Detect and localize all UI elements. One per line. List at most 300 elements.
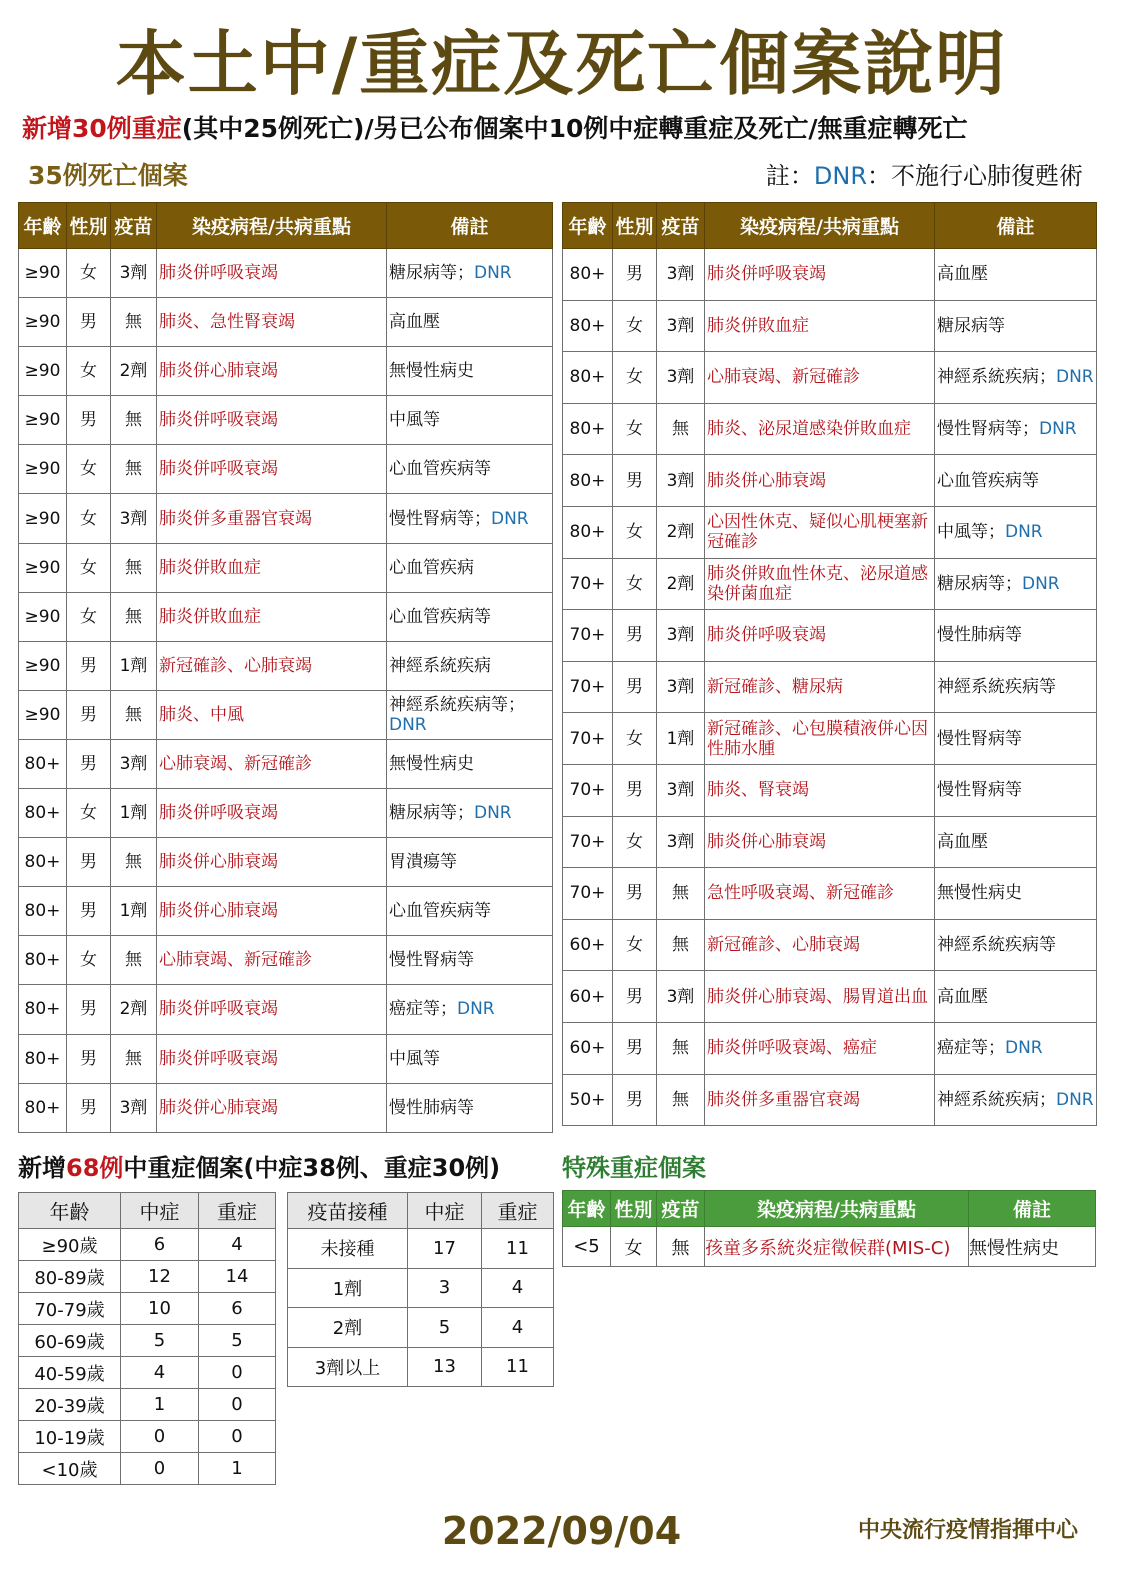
dnr-tag: DNR xyxy=(457,999,495,1020)
group-cell: 60-69歲 xyxy=(19,1325,121,1357)
remark-cell xyxy=(935,352,1097,404)
death-row xyxy=(563,868,1097,920)
group-cell: 3劑以上 xyxy=(288,1347,408,1387)
course-cell: 肺炎併呼吸衰竭 xyxy=(157,789,387,838)
remark-cell xyxy=(387,543,553,592)
remark-cell xyxy=(387,887,553,936)
remark-cell: 無慢性病史 xyxy=(969,1227,1096,1267)
age-cell: 70+ xyxy=(563,558,613,610)
special-row xyxy=(563,1227,1096,1267)
header-course: 染疫病程/共病重點 xyxy=(705,203,935,249)
remark-text: 糖尿病等； xyxy=(389,263,474,284)
dnr-tag: DNR xyxy=(1022,573,1060,594)
sex-cell: 男 xyxy=(613,764,657,816)
header-remark: 備註 xyxy=(935,203,1097,249)
vaccine-cell: 無 xyxy=(111,592,157,641)
vaccine-cell: 2劑 xyxy=(111,347,157,396)
note-dnr: DNR xyxy=(813,162,867,190)
age-cell: ≥90 xyxy=(19,347,67,396)
dnr-tag: DNR xyxy=(1039,419,1077,440)
sex-cell: 男 xyxy=(67,1034,111,1083)
moderate-cell: 13 xyxy=(408,1347,482,1387)
vaccine-cell: 1劑 xyxy=(111,789,157,838)
remark-text: 慢性腎病等 xyxy=(389,950,474,971)
remark-cell xyxy=(387,1034,553,1083)
deaths-table-right-header xyxy=(563,203,1097,249)
vaccine-table xyxy=(287,1192,554,1387)
severe-cell: 6 xyxy=(199,1293,276,1325)
moderate-cell: 5 xyxy=(408,1308,482,1348)
remark-cell xyxy=(387,445,553,494)
sex-cell: 男 xyxy=(67,641,111,690)
vaccine-table-header-moderate: 中症 xyxy=(408,1193,482,1229)
remark-cell xyxy=(935,1022,1097,1074)
age-cell: 70+ xyxy=(563,764,613,816)
remark-cell xyxy=(935,661,1097,713)
remark-cell xyxy=(387,936,553,985)
remark-text: 神經系統疾病； xyxy=(937,367,1056,388)
table-row xyxy=(288,1308,554,1348)
age-cell: 80+ xyxy=(19,936,67,985)
severe-cell: 0 xyxy=(199,1389,276,1421)
age-cell: ≥90 xyxy=(19,249,67,298)
remark-text: 無慢性病史 xyxy=(389,361,474,382)
death-row xyxy=(563,816,1097,868)
remark-cell xyxy=(387,789,553,838)
course-cell: 肺炎併呼吸衰竭 xyxy=(157,249,387,298)
remark-text: 中風等； xyxy=(937,522,1005,543)
special-header-vaccine: 疫苗 xyxy=(657,1191,705,1227)
remark-cell xyxy=(935,764,1097,816)
group-cell: ≥90歲 xyxy=(19,1229,121,1261)
header-vaccine: 疫苗 xyxy=(657,203,705,249)
course-cell: 肺炎併心肺衰竭 xyxy=(157,347,387,396)
vaccine-cell: 3劑 xyxy=(657,455,705,507)
subtitle xyxy=(22,112,968,146)
vaccine-cell: 2劑 xyxy=(657,506,705,558)
death-row xyxy=(19,887,553,936)
header-age: 年齡 xyxy=(563,203,613,249)
sex-cell: 男 xyxy=(613,661,657,713)
course-cell: 孩童多系統炎症徵候群(MIS-C) xyxy=(705,1227,969,1267)
death-row xyxy=(563,403,1097,455)
moderate-cell: 1 xyxy=(121,1389,199,1421)
remark-text: 糖尿病等 xyxy=(937,315,1005,336)
vaccine-cell: 無 xyxy=(657,1074,705,1126)
remark-text: 高血壓 xyxy=(937,264,988,285)
vaccine-cell: 3劑 xyxy=(657,816,705,868)
dnr-tag: DNR xyxy=(389,714,427,735)
sex-cell: 女 xyxy=(613,352,657,404)
sex-cell: 男 xyxy=(67,887,111,936)
age-cell: ≥90 xyxy=(19,445,67,494)
remark-text: 神經系統疾病等 xyxy=(937,677,1056,698)
vaccine-cell: 3劑 xyxy=(111,739,157,788)
death-row xyxy=(563,249,1097,301)
remark-cell xyxy=(935,919,1097,971)
age-cell: 80+ xyxy=(563,300,613,352)
course-cell: 心因性休克、疑似心肌梗塞新冠確診 xyxy=(705,506,935,558)
sex-cell: 女 xyxy=(613,816,657,868)
moderate-cell: 4 xyxy=(121,1357,199,1389)
age-cell: ≥90 xyxy=(19,396,67,445)
severe-cell: 4 xyxy=(482,1268,554,1308)
report-date: 2022/09/04 xyxy=(441,1509,682,1553)
remark-cell xyxy=(387,690,553,739)
course-cell: 肺炎、中風 xyxy=(157,690,387,739)
severe-cell: 0 xyxy=(199,1357,276,1389)
remark-cell xyxy=(387,494,553,543)
table-row xyxy=(19,1453,276,1485)
age-cell: 80+ xyxy=(563,506,613,558)
age-cell: 80+ xyxy=(563,403,613,455)
age-cell: ≥90 xyxy=(19,641,67,690)
sex-cell: 男 xyxy=(67,298,111,347)
dnr-tag: DNR xyxy=(491,508,529,529)
header-age: 年齡 xyxy=(19,203,67,249)
death-row xyxy=(563,661,1097,713)
vaccine-cell: 3劑 xyxy=(111,1083,157,1132)
deaths-table-right xyxy=(562,202,1097,1126)
death-row xyxy=(563,764,1097,816)
death-row xyxy=(19,1083,553,1132)
age-cell: ≥90 xyxy=(19,298,67,347)
remark-text: 心血管疾病等 xyxy=(937,470,1039,491)
note-suffix: ：不施行心肺復甦術 xyxy=(867,162,1083,190)
group-cell: 1劑 xyxy=(288,1268,408,1308)
sex-cell: 女 xyxy=(613,403,657,455)
sex-cell: 男 xyxy=(67,690,111,739)
course-cell: 肺炎、腎衰竭 xyxy=(705,764,935,816)
vaccine-cell: 無 xyxy=(657,1022,705,1074)
subtitle-highlight: 新增30例重症 xyxy=(22,114,182,143)
remark-cell xyxy=(387,641,553,690)
course-cell: 新冠確診、心肺衰竭 xyxy=(157,641,387,690)
death-row xyxy=(19,592,553,641)
group-cell: 80-89歲 xyxy=(19,1261,121,1293)
moderate-cell: 0 xyxy=(121,1453,199,1485)
header-course: 染疫病程/共病重點 xyxy=(157,203,387,249)
stats-heading-pre: 新增 xyxy=(18,1154,66,1182)
sex-cell: 女 xyxy=(67,543,111,592)
sex-cell: 女 xyxy=(67,592,111,641)
moderate-cell: 0 xyxy=(121,1421,199,1453)
table-row xyxy=(19,1293,276,1325)
remark-cell xyxy=(387,347,553,396)
vaccine-cell: 3劑 xyxy=(657,764,705,816)
moderate-cell: 6 xyxy=(121,1229,199,1261)
severe-cell: 4 xyxy=(199,1229,276,1261)
course-cell: 肺炎併心肺衰竭 xyxy=(157,887,387,936)
death-row xyxy=(563,1022,1097,1074)
remark-cell xyxy=(935,610,1097,662)
remark-text: 神經系統疾病； xyxy=(937,1089,1056,1110)
course-cell: 肺炎併呼吸衰竭 xyxy=(157,396,387,445)
table-row xyxy=(19,1389,276,1421)
age-cell: 70+ xyxy=(563,661,613,713)
course-cell: 肺炎併敗血症 xyxy=(157,543,387,592)
moderate-cell: 12 xyxy=(121,1261,199,1293)
stats-heading-num: 68例 xyxy=(66,1154,124,1182)
stats-heading-post: 中重症個案(中症38例、重症30例) xyxy=(123,1154,501,1182)
sex-cell: 男 xyxy=(67,396,111,445)
remark-text: 心血管疾病等 xyxy=(389,901,491,922)
table-row xyxy=(288,1268,554,1308)
age-cell: 70+ xyxy=(563,816,613,868)
table-row xyxy=(19,1229,276,1261)
table-row xyxy=(288,1229,554,1269)
death-row xyxy=(563,713,1097,765)
age-table-header-moderate: 中症 xyxy=(121,1193,199,1229)
special-table-header xyxy=(563,1191,1096,1227)
death-row xyxy=(563,971,1097,1023)
sex-cell: 男 xyxy=(613,249,657,301)
organization: 中央流行疫情指揮中心 xyxy=(857,1518,1078,1543)
sex-cell: 女 xyxy=(613,558,657,610)
special-header-age: 年齡 xyxy=(563,1191,611,1227)
remark-cell xyxy=(935,816,1097,868)
vaccine-cell: 1劑 xyxy=(657,713,705,765)
course-cell: 肺炎併心肺衰竭、腸胃道出血 xyxy=(705,971,935,1023)
dnr-tag: DNR xyxy=(474,803,512,824)
course-cell: 肺炎、急性腎衰竭 xyxy=(157,298,387,347)
dnr-tag: DNR xyxy=(1005,1038,1043,1059)
death-row xyxy=(563,558,1097,610)
death-row xyxy=(563,610,1097,662)
course-cell: 肺炎併心肺衰竭 xyxy=(157,1083,387,1132)
course-cell: 肺炎併敗血症 xyxy=(705,300,935,352)
remark-text: 高血壓 xyxy=(937,986,988,1007)
sex-cell: 男 xyxy=(613,1022,657,1074)
vaccine-cell: 無 xyxy=(657,1227,705,1267)
course-cell: 肺炎併多重器官衰竭 xyxy=(705,1074,935,1126)
course-cell: 肺炎併心肺衰竭 xyxy=(705,455,935,507)
age-cell: 80+ xyxy=(563,352,613,404)
age-cell: ≥90 xyxy=(19,690,67,739)
remark-cell xyxy=(935,300,1097,352)
severe-cell: 11 xyxy=(482,1347,554,1387)
death-row xyxy=(19,641,553,690)
remark-cell xyxy=(935,455,1097,507)
remark-text: 高血壓 xyxy=(937,831,988,852)
death-row xyxy=(19,739,553,788)
sex-cell: 男 xyxy=(613,1074,657,1126)
sex-cell: 男 xyxy=(67,838,111,887)
remark-cell xyxy=(935,868,1097,920)
group-cell: 70-79歲 xyxy=(19,1293,121,1325)
age-cell: ≥90 xyxy=(19,592,67,641)
remark-text: 高血壓 xyxy=(389,312,440,333)
death-row xyxy=(563,1074,1097,1126)
age-cell: 80+ xyxy=(19,887,67,936)
vaccine-cell: 無 xyxy=(111,396,157,445)
severe-cell: 1 xyxy=(199,1453,276,1485)
remark-text: 心血管疾病等 xyxy=(389,606,491,627)
vaccine-cell: 3劑 xyxy=(111,249,157,298)
remark-text: 糖尿病等； xyxy=(389,803,474,824)
special-table xyxy=(562,1190,1096,1267)
moderate-cell: 3 xyxy=(408,1268,482,1308)
remark-text: 心血管疾病等 xyxy=(389,459,491,480)
age-table xyxy=(18,1192,276,1485)
age-cell: 60+ xyxy=(563,971,613,1023)
remark-cell xyxy=(935,249,1097,301)
vaccine-cell: 無 xyxy=(111,838,157,887)
remark-text: 無慢性病史 xyxy=(389,753,474,774)
deaths-table-left xyxy=(18,202,553,1133)
remark-cell xyxy=(387,249,553,298)
table-row xyxy=(19,1261,276,1293)
course-cell: 肺炎併呼吸衰竭 xyxy=(705,610,935,662)
group-cell: 10-19歲 xyxy=(19,1421,121,1453)
course-cell: 急性呼吸衰竭、新冠確診 xyxy=(705,868,935,920)
age-cell: 70+ xyxy=(563,713,613,765)
death-row xyxy=(19,445,553,494)
remark-text: 無慢性病史 xyxy=(937,883,1022,904)
vaccine-cell: 3劑 xyxy=(657,300,705,352)
special-header-sex: 性別 xyxy=(611,1191,657,1227)
vaccine-cell: 1劑 xyxy=(111,887,157,936)
remark-text: 神經系統疾病等 xyxy=(937,935,1056,956)
remark-cell xyxy=(935,1074,1097,1126)
age-cell: 80+ xyxy=(19,1034,67,1083)
sex-cell: 女 xyxy=(67,249,111,298)
group-cell: 20-39歲 xyxy=(19,1389,121,1421)
remark-text: 癌症等； xyxy=(389,999,457,1020)
remark-text: 糖尿病等； xyxy=(937,573,1022,594)
sex-cell: 女 xyxy=(67,789,111,838)
remark-cell xyxy=(387,1083,553,1132)
sex-cell: 男 xyxy=(613,455,657,507)
course-cell: 肺炎併呼吸衰竭 xyxy=(157,445,387,494)
severe-cell: 14 xyxy=(199,1261,276,1293)
vaccine-cell: 3劑 xyxy=(657,971,705,1023)
sex-cell: 男 xyxy=(613,610,657,662)
age-cell: 50+ xyxy=(563,1074,613,1126)
page-title: 本土中/重症及死亡個案說明 xyxy=(115,23,1008,105)
death-row xyxy=(563,506,1097,558)
deaths-label: 35例死亡個案 xyxy=(28,161,188,190)
header-remark: 備註 xyxy=(387,203,553,249)
course-cell: 肺炎、泌尿道感染併敗血症 xyxy=(705,403,935,455)
vaccine-table-header-severe: 重症 xyxy=(482,1193,554,1229)
sex-cell: 男 xyxy=(67,985,111,1034)
vaccine-cell: 3劑 xyxy=(657,249,705,301)
vaccine-cell: 無 xyxy=(111,543,157,592)
remark-cell xyxy=(387,739,553,788)
age-table-header xyxy=(19,1193,276,1229)
table-row xyxy=(19,1325,276,1357)
course-cell: 肺炎併多重器官衰竭 xyxy=(157,494,387,543)
age-table-header-severe: 重症 xyxy=(199,1193,276,1229)
vaccine-cell: 無 xyxy=(111,690,157,739)
sex-cell: 女 xyxy=(613,506,657,558)
severe-cell: 11 xyxy=(482,1229,554,1269)
table-row xyxy=(19,1357,276,1389)
group-cell: 40-59歲 xyxy=(19,1357,121,1389)
course-cell: 新冠確診、心包膜積液併心因性肺水腫 xyxy=(705,713,935,765)
death-row xyxy=(19,789,553,838)
remark-cell xyxy=(935,971,1097,1023)
dnr-tag: DNR xyxy=(1056,367,1094,388)
death-row xyxy=(563,455,1097,507)
vaccine-cell: 3劑 xyxy=(657,352,705,404)
remark-cell xyxy=(387,838,553,887)
course-cell: 肺炎併呼吸衰竭、癌症 xyxy=(705,1022,935,1074)
age-cell: 80+ xyxy=(19,789,67,838)
remark-text: 神經系統疾病等； xyxy=(389,694,525,715)
death-row xyxy=(563,919,1097,971)
sex-cell: 女 xyxy=(67,936,111,985)
remark-text: 中風等 xyxy=(389,1048,440,1069)
death-row xyxy=(19,543,553,592)
remark-text: 慢性腎病等； xyxy=(937,419,1039,440)
vaccine-cell: 2劑 xyxy=(111,985,157,1034)
sex-cell: 男 xyxy=(67,1083,111,1132)
death-row xyxy=(19,936,553,985)
course-cell: 心肺衰竭、新冠確診 xyxy=(157,739,387,788)
dnr-tag: DNR xyxy=(474,263,512,284)
remark-cell xyxy=(935,403,1097,455)
remark-text: 心血管疾病 xyxy=(389,557,474,578)
remark-text: 慢性腎病等 xyxy=(937,728,1022,749)
course-cell: 心肺衰竭、新冠確診 xyxy=(705,352,935,404)
header-vaccine: 疫苗 xyxy=(111,203,157,249)
vaccine-cell: 無 xyxy=(657,868,705,920)
remark-text: 中風等 xyxy=(389,410,440,431)
death-row xyxy=(563,352,1097,404)
special-header-course: 染疫病程/共病重點 xyxy=(705,1191,969,1227)
death-row xyxy=(19,690,553,739)
vaccine-table-header-status: 疫苗接種 xyxy=(288,1193,408,1229)
vaccine-cell: 無 xyxy=(111,298,157,347)
course-cell: 肺炎併心肺衰竭 xyxy=(157,838,387,887)
sex-cell: 男 xyxy=(613,868,657,920)
death-row xyxy=(19,249,553,298)
remark-text: 慢性腎病等； xyxy=(389,508,491,529)
header-sex: 性別 xyxy=(613,203,657,249)
age-table-header-age: 年齡 xyxy=(19,1193,121,1229)
special-heading: 特殊重症個案 xyxy=(562,1154,706,1182)
age-cell: 80+ xyxy=(19,1083,67,1132)
death-row xyxy=(19,985,553,1034)
age-cell: 80+ xyxy=(19,838,67,887)
course-cell: 肺炎併敗血性休克、泌尿道感染併菌血症 xyxy=(705,558,935,610)
sex-cell: 女 xyxy=(613,713,657,765)
remark-cell xyxy=(935,506,1097,558)
sex-cell: 女 xyxy=(611,1227,657,1267)
sex-cell: 男 xyxy=(67,739,111,788)
vaccine-cell: 無 xyxy=(657,403,705,455)
remark-cell xyxy=(387,985,553,1034)
age-cell: ≥90 xyxy=(19,543,67,592)
course-cell: 新冠確診、心肺衰竭 xyxy=(705,919,935,971)
sex-cell: 女 xyxy=(613,919,657,971)
sex-cell: 女 xyxy=(613,300,657,352)
moderate-cell: 5 xyxy=(121,1325,199,1357)
subtitle-rest: (其中25例死亡)/另已公布個案中10例中症轉重症及死亡/無重症轉死亡 xyxy=(181,114,968,143)
severe-cell: 4 xyxy=(482,1308,554,1348)
death-row xyxy=(19,838,553,887)
remark-text: 慢性肺病等 xyxy=(937,625,1022,646)
remark-cell xyxy=(387,298,553,347)
deaths-table-left-header xyxy=(19,203,553,249)
dnr-tag: DNR xyxy=(1005,522,1043,543)
table-row xyxy=(19,1421,276,1453)
age-cell: 80+ xyxy=(19,739,67,788)
remark-cell xyxy=(387,592,553,641)
group-cell: 2劑 xyxy=(288,1308,408,1348)
